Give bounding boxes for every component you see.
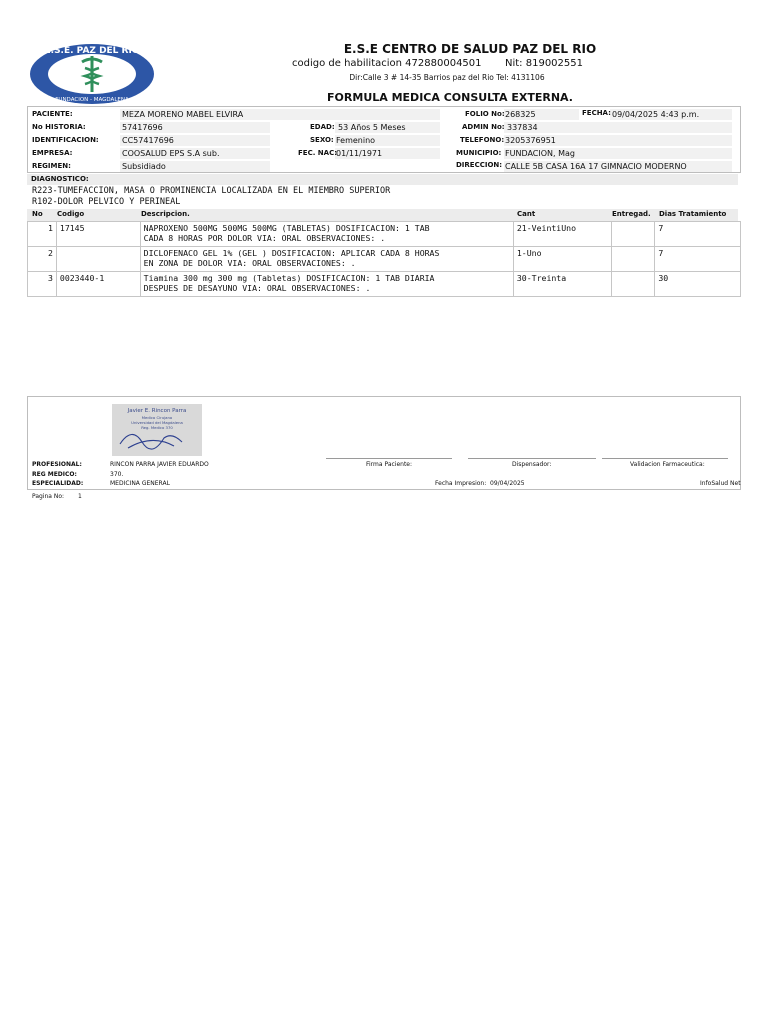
row-descripcion <box>140 247 513 272</box>
regimen-value: Subsidiado <box>122 162 166 171</box>
profesional-label: PROFESIONAL: <box>32 461 82 468</box>
empresa-label: EMPRESA: <box>32 149 73 157</box>
row-entregad <box>611 247 655 272</box>
row-desc-line-1: NAPROXENO 500MG 500MG 500MG (TABLETAS) DOSIFICACION: 1 TAB <box>143 223 430 233</box>
row-no: 1 <box>28 222 57 247</box>
folio-value: 268325 <box>505 110 536 119</box>
col-header-cant: Cant <box>517 210 536 218</box>
row-desc-line-1: Tiamina 300 mg 300 mg (Tabletas) DOSIFICACION: 1 TAB DIARIA <box>143 273 435 283</box>
municipio-value: FUNDACION, Mag <box>505 149 575 158</box>
historia-value: 57417696 <box>122 123 163 132</box>
validacion-line <box>602 458 728 459</box>
profesional-value: RINCON PARRA JAVIER EDUARDO <box>110 461 209 468</box>
table-row <box>28 247 741 272</box>
paciente-label: PACIENTE: <box>32 110 73 118</box>
validacion-label: Validacion Farmaceutica: <box>630 461 705 468</box>
especialidad-value: MEDICINA GENERAL <box>110 480 170 487</box>
diagnostico-line-2: R102-DOLOR PELVICO Y PERINEAL <box>32 197 181 207</box>
nit: Nit: 819002551 <box>505 58 583 69</box>
form-title: FORMULA MEDICA CONSULTA EXTERNA. <box>327 91 573 104</box>
dispensador-label: Dispensador: <box>512 461 552 468</box>
telefono-label: TELEFONO: <box>460 136 505 144</box>
row-entregad <box>611 222 655 247</box>
svg-text:Javier E. Rincon Parra: Javier E. Rincon Parra <box>127 408 187 414</box>
institution-logo <box>27 42 157 106</box>
reg-medico-label: REG MEDICO: <box>32 471 77 478</box>
telefono-value: 3205376951 <box>505 136 556 145</box>
row-cant: 21-VeintiUno <box>513 222 611 247</box>
svg-text:Reg. Medico 370: Reg. Medico 370 <box>141 425 173 430</box>
row-entregad <box>611 272 655 297</box>
col-header-no: No <box>32 210 43 218</box>
municipio-label: MUNICIPIO: <box>456 149 502 157</box>
row-desc-line-2: EN ZONA DE DOLOR VIA: ORAL OBSERVACIONES: . <box>143 258 356 268</box>
fecha-label: FECHA: <box>582 109 611 117</box>
historia-label: No HISTORIA: <box>32 123 86 131</box>
row-dias: 30 <box>655 272 741 297</box>
col-header-entregad: Entregad. <box>612 210 651 218</box>
direccion-value: CALLE 5B CASA 16A 17 GIMNACIO MODERNO <box>505 162 687 171</box>
pagina-value: 1 <box>78 493 82 500</box>
paciente-value: MEZA MORENO MABEL ELVIRA <box>122 110 244 119</box>
folio-label: FOLIO No: <box>465 110 505 118</box>
doctor-signature-stamp <box>112 404 202 456</box>
institution-name: E.S.E CENTRO DE SALUD PAZ DEL RIO <box>343 42 597 56</box>
row-codigo <box>56 247 140 272</box>
row-no: 3 <box>28 272 57 297</box>
row-cant: 1-Uno <box>513 247 611 272</box>
fecnac-value: 01/11/1971 <box>336 149 383 158</box>
fecha-value: 09/04/2025 4:43 p.m. <box>612 110 700 119</box>
institution-address: Dir:Calle 3 # 14-35 Barrios paz del Rio Tel: 4131106 <box>349 73 545 82</box>
diagnostico-line-1: R223-TUMEFACCION, MASA O PROMINENCIA LOCALIZADA EN EL MIEMBRO SUPERIOR <box>32 186 391 196</box>
fecha-impresion-label: Fecha Impresion: <box>435 480 487 487</box>
sexo-value: Femenino <box>336 136 376 145</box>
regimen-label: REGIMEN: <box>32 162 71 170</box>
reg-medico-value: 370. <box>110 471 124 478</box>
col-header-descripcion: Descripcion. <box>141 210 190 218</box>
identificacion-label: IDENTIFICACION: <box>32 136 99 144</box>
edad-label: EDAD: <box>310 123 335 131</box>
habilitacion-code: codigo de habilitacion 472880004501 <box>292 58 482 69</box>
row-descripcion <box>140 272 513 297</box>
admin-value: 337834 <box>507 123 538 132</box>
medication-table <box>27 221 741 297</box>
edad-value: 53 Años 5 Meses <box>338 123 406 132</box>
table-row <box>28 222 741 247</box>
row-desc-line-2: DESPUES DE DESAYUNO VIA: ORAL OBSERVACIONES: . <box>143 283 371 293</box>
direccion-label: DIRECCION: <box>456 161 503 169</box>
row-no: 2 <box>28 247 57 272</box>
row-cant: 30-Treinta <box>513 272 611 297</box>
svg-text:FUNDACION - MAGDALENA: FUNDACION - MAGDALENA <box>55 97 129 103</box>
table-row <box>28 272 741 297</box>
software-name: InfoSalud Net <box>700 480 741 487</box>
dispensador-line <box>468 458 596 459</box>
admin-label: ADMIN No: <box>462 123 505 131</box>
row-descripcion <box>140 222 513 247</box>
row-desc-line-1: DICLOFENACO GEL 1% (GEL ) DOSIFICACION: APLICAR CADA 8 HORAS <box>143 248 440 258</box>
col-header-codigo: Codigo <box>57 210 85 218</box>
firma-paciente-line <box>326 458 452 459</box>
diagnostico-label: DIAGNOSTICO: <box>27 174 738 185</box>
col-header-dias: Dias Tratamiento <box>659 210 727 218</box>
row-dias: 7 <box>655 222 741 247</box>
svg-text:E.S.E. PAZ DEL RIO: E.S.E. PAZ DEL RIO <box>44 46 140 56</box>
row-codigo: 17145 <box>56 222 140 247</box>
row-dias: 7 <box>655 247 741 272</box>
svg-text:Universidad del Magdalena: Universidad del Magdalena <box>131 420 183 425</box>
especialidad-label: ESPECIALIDAD: <box>32 480 84 487</box>
fecha-impresion-value: 09/04/2025 <box>490 480 525 487</box>
pagina-label: Pagina No: <box>32 493 65 500</box>
row-codigo: 0023440-1 <box>56 272 140 297</box>
sexo-label: SEXO: <box>310 136 334 144</box>
row-desc-line-2: CADA 8 HORAS POR DOLOR VIA: ORAL OBSERVACIONES: . <box>143 233 386 243</box>
fecnac-label: FEC. NAC: <box>298 149 338 157</box>
firma-paciente-label: Firma Paciente: <box>366 461 413 468</box>
identificacion-value: CC57417696 <box>122 136 174 145</box>
empresa-value: COOSALUD EPS S.A sub. <box>122 149 220 158</box>
svg-text:Medico Cirujano: Medico Cirujano <box>141 415 173 420</box>
